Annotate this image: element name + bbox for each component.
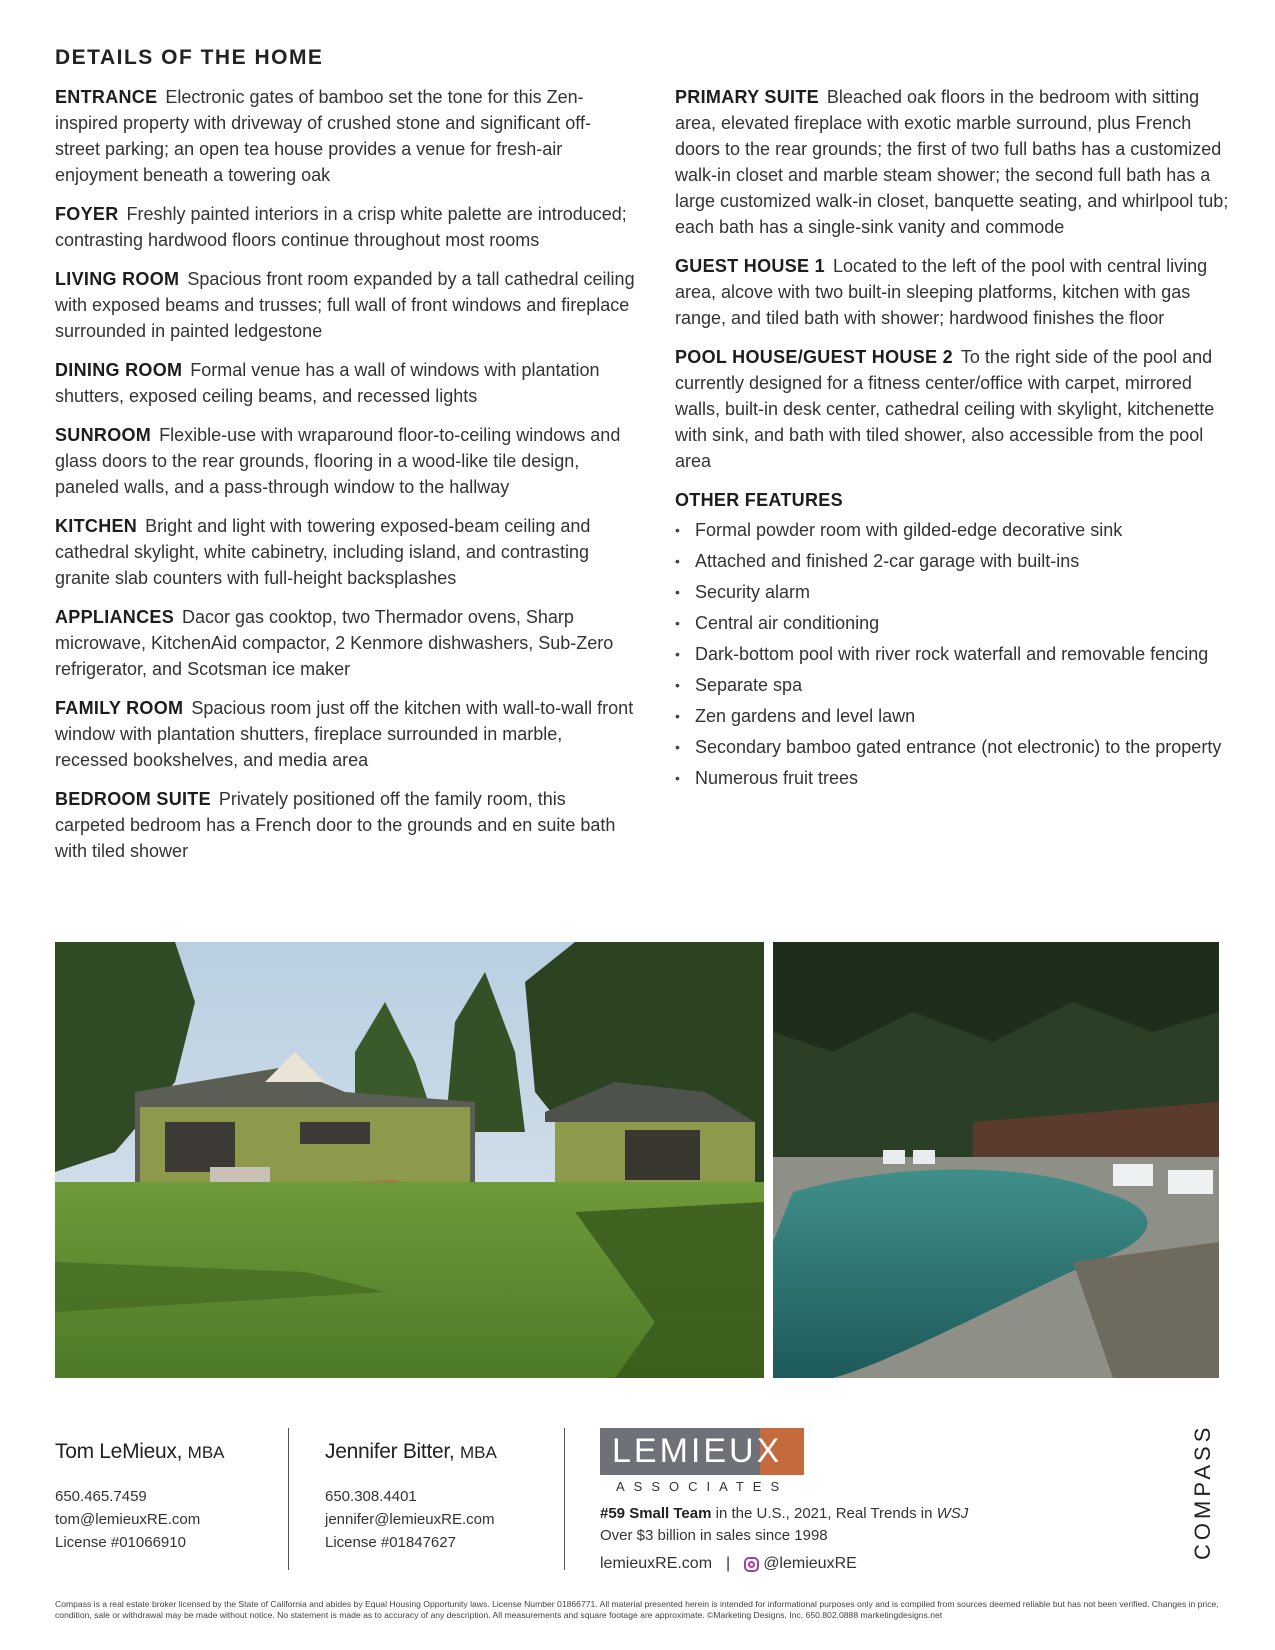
agent-name: [55, 1440, 225, 1464]
section-appliances: [55, 604, 635, 682]
list-item-text: Central air conditioning: [695, 613, 880, 633]
section-text: Bright and light with towering exposed-beam ceiling and cathedral skylight, white cabinetry, including island, and contrasting granite slab counters with full-height backsplashes: [55, 516, 591, 588]
section-label: FAMILY ROOM: [55, 698, 184, 718]
instagram-handle[interactable]: @lemieuxRE: [763, 1555, 857, 1572]
list-item: [675, 765, 1230, 791]
list-item-text: Zen gardens and level lawn: [695, 706, 916, 726]
agent-credential: MBA: [187, 1443, 225, 1462]
bullet-icon: •: [675, 677, 680, 693]
section-text: Spacious front room expanded by a tall cathedral ceiling with exposed beams and trusses; full wall of front windows and fireplace surrounded in painted ledgestone: [55, 269, 635, 341]
divider: [288, 1428, 289, 1570]
section-text: Privately positioned off the family room, this carpeted bedroom has a French door to the grounds and en suite bath with tiled shower: [55, 789, 616, 861]
list-item-text: Formal powder room with gilded-edge decorative sink: [695, 520, 1123, 540]
section-kitchen: [55, 513, 635, 591]
left-column: [55, 84, 635, 877]
house-lawn-image: [55, 942, 764, 1378]
list-item: [675, 703, 1230, 729]
list-item: [675, 579, 1230, 605]
section-label: KITCHEN: [55, 516, 138, 536]
lemieux-logo: [600, 1428, 804, 1475]
section-foyer: [55, 201, 635, 253]
list-item-text: Security alarm: [695, 582, 811, 602]
agent-credential: MBA: [459, 1443, 497, 1462]
agent-phone[interactable]: 650.465.7459: [55, 1488, 147, 1505]
bullet-icon: •: [675, 708, 680, 724]
agent-name: [325, 1440, 497, 1464]
right-column: [675, 84, 1230, 796]
section-pool-house: [675, 344, 1230, 474]
agent-card-tom: [55, 1440, 225, 1554]
section-guest-house-1: [675, 253, 1230, 331]
team-ranking-source: WSJ: [936, 1505, 969, 1522]
agent-license: License #01847627: [325, 1534, 456, 1551]
section-label: APPLIANCES: [55, 607, 175, 627]
bullet-icon: •: [675, 584, 680, 600]
bullet-icon: •: [675, 646, 680, 662]
section-bedroom-suite: [55, 786, 635, 864]
agent-name-text: Tom LeMieux,: [55, 1440, 183, 1463]
section-label: BEDROOM SUITE: [55, 789, 211, 809]
section-text: Spacious room just off the kitchen with wall-to-wall front window with plantation shutters, fireplace surrounded in marble, recessed bookshelves, and media area: [55, 698, 634, 770]
section-text: To the right side of the pool and currently designed for a fitness center/office with carpet, mirrored walls, built-in desk center, cathedral ceiling with skylight, kitchenette with sink, and bath with tiled shower, also accessible from the pool area: [675, 347, 1215, 471]
list-item: [675, 641, 1230, 667]
separator: |: [726, 1555, 731, 1572]
section-text: Dacor gas cooktop, two Thermador ovens, Sharp microwave, KitchenAid compactor, 2 Kenmore dishwashers, Sub-Zero refrigerator, and Scotsman ice maker: [55, 607, 614, 679]
bullet-icon: •: [675, 522, 680, 538]
section-entrance: [55, 84, 635, 188]
list-item: [675, 672, 1230, 698]
agent-email[interactable]: jennifer@lemieuxRE.com: [325, 1511, 495, 1528]
disclaimer: Compass is a real estate broker licensed by the State of California and abides by Equal Housing Opportunity laws. License Number 01866771. All material presented herein is intended for informational purposes only and is compiled from sources deemed reliable but has not been verified. Changes in price, condition, sale or withdrawal may be made without notice. No statement is made as to accuracy of any description. All measurements and square footage are approximate. ©Marketing Designs, Inc. 650.802.0888 marketingdesigns.net: [55, 1599, 1219, 1620]
divider: [564, 1428, 565, 1570]
section-text: Electronic gates of bamboo set the tone for this Zen-inspired property with driveway of crushed stone and significant off-street parking; an open tea house provides a venue for fresh-air enjoyment beneath a towering oak: [55, 87, 591, 185]
sales-line: Over $3 billion in sales since 1998: [600, 1527, 828, 1544]
list-item-text: Attached and finished 2-car garage with built-ins: [695, 551, 1080, 571]
section-text: Bleached oak floors in the bedroom with sitting area, elevated fireplace with exotic marble surround, plus French doors to the rear grounds; the first of two full baths has a customized walk-in closet and marble steam shower; the second full bath has a large customized walk-in closet, banquette seating, and whirlpool tub; each bath has a single-sink vanity and commode: [675, 87, 1229, 237]
section-label: LIVING ROOM: [55, 269, 180, 289]
agent-email[interactable]: tom@lemieuxRE.com: [55, 1511, 201, 1528]
team-ranking-bold: #59 Small Team: [600, 1505, 712, 1522]
team-ranking: [600, 1505, 968, 1522]
other-features-list: [675, 517, 1230, 791]
section-label: ENTRANCE: [55, 87, 158, 107]
logo-subtitle: ASSOCIATES: [616, 1479, 789, 1494]
section-text: Freshly painted interiors in a crisp white palette are introduced; contrasting hardwood floors continue throughout most rooms: [55, 204, 627, 250]
section-label: FOYER: [55, 204, 119, 224]
other-features-heading: OTHER FEATURES: [675, 490, 843, 510]
list-item: [675, 734, 1230, 760]
team-ranking-text: in the U.S., 2021, Real Trends in: [711, 1505, 937, 1522]
section-primary-suite: [675, 84, 1230, 240]
pool-image: [773, 942, 1219, 1378]
list-item-text: Secondary bamboo gated entrance (not electronic) to the property: [695, 737, 1222, 757]
instagram-icon: [744, 1557, 759, 1572]
section-living-room: [55, 266, 635, 344]
agent-license: License #01066910: [55, 1534, 186, 1551]
page-title: DETAILS OF THE HOME: [55, 46, 324, 69]
brand-contact: [600, 1555, 857, 1573]
section-dining-room: [55, 357, 635, 409]
compass-logo: COMPASS: [1190, 1423, 1215, 1560]
bullet-icon: •: [675, 615, 680, 631]
section-label: PRIMARY SUITE: [675, 87, 819, 107]
section-text: Flexible-use with wraparound floor-to-ceiling windows and glass doors to the rear grounds, flooring in a wood-like tile design, paneled walls, and a pass-through window to the hallway: [55, 425, 621, 497]
list-item: [675, 548, 1230, 574]
pool-photo: [773, 942, 1219, 1378]
list-item-text: Separate spa: [695, 675, 803, 695]
agent-card-jennifer: [325, 1440, 497, 1554]
section-text: Located to the left of the pool with central living area, alcove with two built-in sleeping platforms, kitchen with gas range, and tiled bath with shower; hardwood finishes the floor: [675, 256, 1208, 328]
section-label: POOL HOUSE/GUEST HOUSE 2: [675, 347, 953, 367]
list-item-text: Dark-bottom pool with river rock waterfall and removable fencing: [695, 644, 1209, 664]
list-item-text: Numerous fruit trees: [695, 768, 859, 788]
section-label: SUNROOM: [55, 425, 152, 445]
logo-text: LEMIEUX: [612, 1432, 783, 1470]
bullet-icon: •: [675, 739, 680, 755]
agent-name-text: Jennifer Bitter,: [325, 1440, 455, 1463]
bullet-icon: •: [675, 553, 680, 569]
agent-phone[interactable]: 650.308.4401: [325, 1488, 417, 1505]
bullet-icon: •: [675, 770, 680, 786]
list-item: [675, 517, 1230, 543]
section-label: DINING ROOM: [55, 360, 183, 380]
section-sunroom: [55, 422, 635, 500]
house-lawn-photo: [55, 942, 764, 1378]
section-label: GUEST HOUSE 1: [675, 256, 825, 276]
section-text: Formal venue has a wall of windows with plantation shutters, exposed ceiling beams, and recessed lights: [55, 360, 600, 406]
website-link[interactable]: lemieuxRE.com: [600, 1555, 713, 1572]
section-family-room: [55, 695, 635, 773]
list-item: [675, 610, 1230, 636]
